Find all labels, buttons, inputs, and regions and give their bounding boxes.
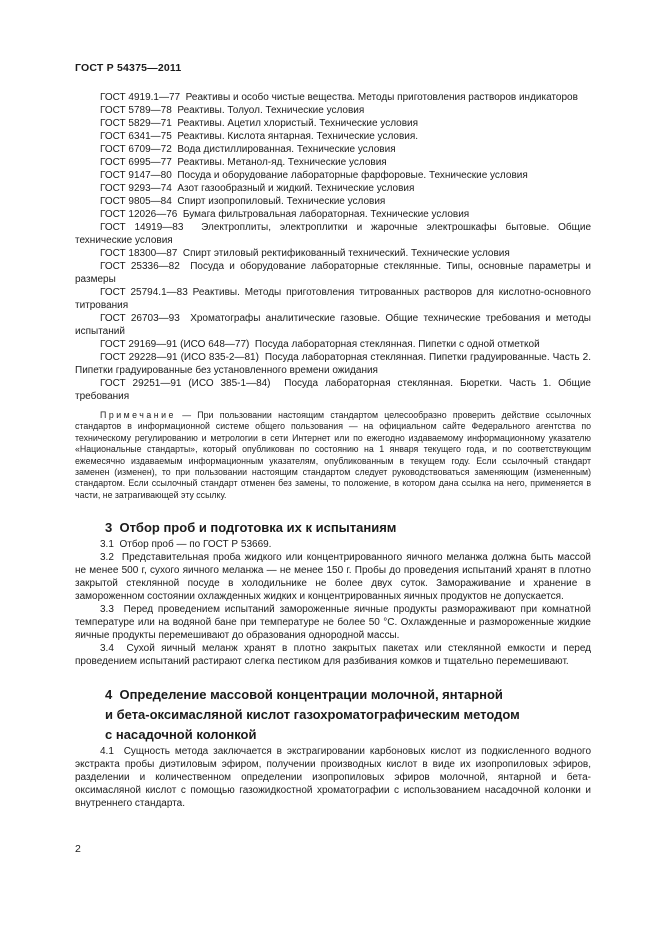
section-4-heading: [105, 685, 591, 745]
reference-item: ГОСТ 14919—83 Электроплиты, электроплитки и жарочные электрошкафы бытовые. Общие технические условия: [75, 222, 591, 246]
reference-item: ГОСТ 5789—78 Реактивы. Толуол. Технические условия: [100, 105, 365, 116]
section-4-body: [75, 745, 591, 810]
page-number: 2: [75, 843, 81, 855]
document-header-title: ГОСТ Р 54375—2011: [75, 62, 182, 74]
reference-item: ГОСТ 29228—91 (ИСО 835-2—81) Посуда лабораторная стеклянная. Пипетки градуированные. Часть 2. Пипетки градуированные без установленного времени ожидания: [75, 352, 591, 376]
section-4-heading-line: с насадочной колонкой: [105, 727, 257, 743]
section-3-heading: 3 Отбор проб и подготовка их к испытаниям: [105, 520, 397, 536]
reference-item: ГОСТ 6341—75 Реактивы. Кислота янтарная. Технические условия.: [100, 131, 419, 142]
reference-item: ГОСТ 9147—80 Посуда и оборудование лабораторные фарфоровые. Технические условия: [100, 170, 528, 181]
section-3-body: [75, 538, 591, 668]
reference-item: ГОСТ 5829—71 Реактивы. Ацетил хлористый. Технические условия: [100, 118, 419, 129]
reference-item: ГОСТ 4919.1—77 Реактивы и особо чистые вещества. Методы приготовления растворов индикаторов: [100, 92, 578, 103]
section-4-paragraph: 4.1 Сущность метода заключается в экстрагировании карбоновых кислот из подкисленного водного экстракта пробы диэтиловым эфиром, получении производных кислот в виде их изопропиловых эфиров, разделении и количественном определении изопропиловых эфиров молочной, янтарной и бета-оксимасляной кислот с помощью газожидкостной хроматографии с использованием насадочной колонки и внутреннего стандарта.: [75, 746, 591, 810]
reference-item: ГОСТ 29251—91 (ИСО 385-1—84) Посуда лабораторная стеклянная. Бюретки. Часть 1. Общие требования: [75, 378, 591, 402]
reference-item: ГОСТ 9293—74 Азот газообразный и жидкий. Технические условия: [100, 183, 415, 194]
section-4-heading-line: 4 Определение массовой концентрации молочной, янтарной: [105, 687, 503, 703]
section-3-paragraph: 3.4 Сухой яичный меланж хранят в плотно закрытых пакетах или стеклянной емкости и перед проведением испытаний растирают слегка пестиком для разбивания комков и тщательно перемешивают.: [75, 643, 591, 668]
reference-item: ГОСТ 25794.1—83 Реактивы. Методы приготовления титрованных растворов для кислотно-основного титрования: [75, 287, 591, 311]
reference-item: ГОСТ 12026—76 Бумага фильтровальная лабораторная. Технические условия: [100, 209, 470, 220]
reference-item: ГОСТ 26703—93 Хроматографы аналитические газовые. Общие технические требования и методы испытаний: [75, 313, 591, 337]
reference-item: ГОСТ 9805—84 Спирт изопропиловый. Технические условия: [100, 196, 386, 207]
section-3-paragraph: 3.3 Перед проведением испытаний замороженные яичные продукты размораживают при комнатной температуре или на водяной бане при температуре не более 50 °С. Охлажденные и размороженные жидкие яичные продукты перемешивают до образования однородной массы.: [75, 604, 591, 642]
page-content: [75, 62, 591, 810]
section-3-paragraph: 3.1 Отбор проб — по ГОСТ Р 53669.: [100, 539, 272, 551]
section-4-heading-line: и бета-оксимасляной кислот газохроматографическим методом: [105, 707, 520, 723]
reference-item: ГОСТ 25336—82 Посуда и оборудование лабораторные стеклянные. Типы, основные параметры и размеры: [75, 261, 591, 285]
reference-item: ГОСТ 6995—77 Реактивы. Метанол-яд. Технические условия: [100, 157, 387, 168]
section-3-paragraph: 3.2 Представительная проба жидкого или концентрированного яичного меланжа должна быть массой не менее 500 г, сухого яичного меланжа — не менее 150 г. Пробы до проведения испытаний хранят в плотно закрытой стеклянной посуде в холодильнике не более двух суток. Замораживание и хранение в замороженном состоянии охлажденных жидких и концентрированных яичных продуктов не допускается.: [75, 552, 591, 603]
note-label: Примечание: [100, 410, 176, 420]
reference-item: ГОСТ 29169—91 (ИСО 648—77) Посуда лабораторная стеклянная. Пипетки с одной отметкой: [100, 339, 540, 350]
note-text: — При пользовании настоящим стандартом целесообразно проверить действие ссылочных стандартов в информационной системе общего пользования — на официальном сайте Федерального агентства по техническому регулированию и метрологии в сети Интернет или по ежегодно издаваемому информационному указателю «Национальные стандарты», который опубликован по состоянию на 1 января текущего года, и по соответствующим ежемесячно издаваемым информационным указателям, опубликованным в текущем году. Если ссылочный стандарт заменен (изменен), то при пользовании настоящим стандартом следует руководствоваться заменяющим (измененным) стандартом. Если ссылочный стандарт отменен без замены, то положение, в котором дана ссылка на него, применяется в части, не затрагивающей эту ссылку.: [75, 410, 591, 500]
reference-item: ГОСТ 18300—87 Спирт этиловый ректификованный технический. Технические условия: [100, 248, 510, 259]
reference-item: ГОСТ 6709—72 Вода дистиллированная. Технические условия: [100, 144, 396, 155]
note-paragraph: [75, 410, 591, 501]
references-list: [75, 91, 591, 403]
